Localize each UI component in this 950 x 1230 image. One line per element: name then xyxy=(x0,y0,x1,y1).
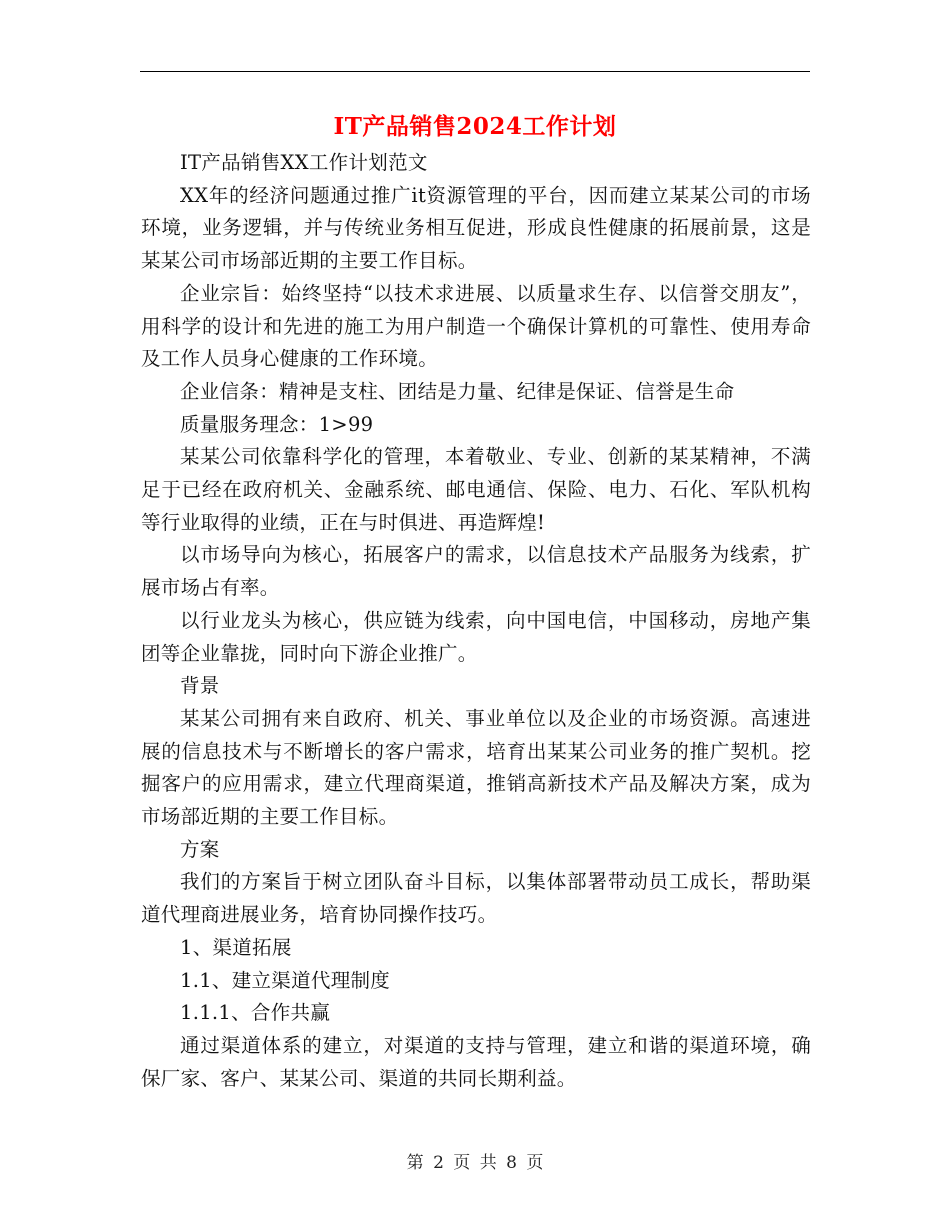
paragraph: 以行业龙头为核心，供应链为线索，向中国电信，中国移动，房地产集团等企业靠拢，同时向下游企业推广。 xyxy=(141,608,811,665)
document-body xyxy=(141,147,811,1095)
paragraph: 通过渠道体系的建立，对渠道的支持与管理，建立和谐的渠道环境，确保厂家、客户、某某公司、渠道的共同长期利益。 xyxy=(141,1033,811,1090)
section-heading: 方案 xyxy=(180,837,220,861)
subsection-heading: 1.1、建立渠道代理制度 xyxy=(180,968,391,992)
page-number-footer: 第 2 页 共 8 页 xyxy=(406,1153,544,1173)
paragraph: 质量服务理念：1>99 xyxy=(180,412,374,436)
paragraph: 某某公司依靠科学化的管理，本着敬业、专业、创新的某某精神，不满足于已经在政府机关、金融系统、邮电通信、保险、电力、石化、军队机构等行业取得的业绩，正在与时俱进、再造辉煌! xyxy=(141,445,811,534)
paragraph: 我们的方案旨于树立团队奋斗目标，以集体部署带动员工成长，帮助渠道代理商进展业务，培育协同操作技巧。 xyxy=(141,870,811,927)
paragraph: XX年的经济问题通过推广it资源管理的平台，因而建立某某公司的市场环境，业务逻辑，并与传统业务相互促进，形成良性健康的拓展前景，这是某某公司市场部近期的主要工作目标。 xyxy=(141,183,811,273)
paragraph: 以市场导向为核心，拓展客户的需求，以信息技术产品服务为线索，扩展市场占有率。 xyxy=(141,543,811,600)
paragraph: 某某公司拥有来自政府、机关、事业单位以及企业的市场资源。高速进展的信息技术与不断增长的客户需求，培育出某某公司业务的推广契机。挖掘客户的应用需求，建立代理商渠道，推销高新技术产品及解决方案，成为市场部近期的主要工作目标。 xyxy=(141,706,811,829)
subsection-heading: 1.1.1、合作共赢 xyxy=(180,1001,331,1025)
page-title: IT产品销售2024工作计划 xyxy=(333,113,617,140)
paragraph: 企业宗旨：始终坚持“以技术求进展、以质量求生存、以信誉交朋友”，用科学的设计和先进的施工为用户制造一个确保计算机的可靠性、使用寿命及工作人员身心健康的工作环境。 xyxy=(141,281,811,371)
section-heading: 1、渠道拓展 xyxy=(180,935,292,959)
section-heading: 背景 xyxy=(180,674,220,698)
paragraph-subtitle: IT产品销售XX工作计划范文 xyxy=(180,151,428,174)
paragraph: 企业信条：精神是支柱、团结是力量、纪律是保证、信誉是生命 xyxy=(180,379,735,403)
header-rule xyxy=(140,71,810,72)
